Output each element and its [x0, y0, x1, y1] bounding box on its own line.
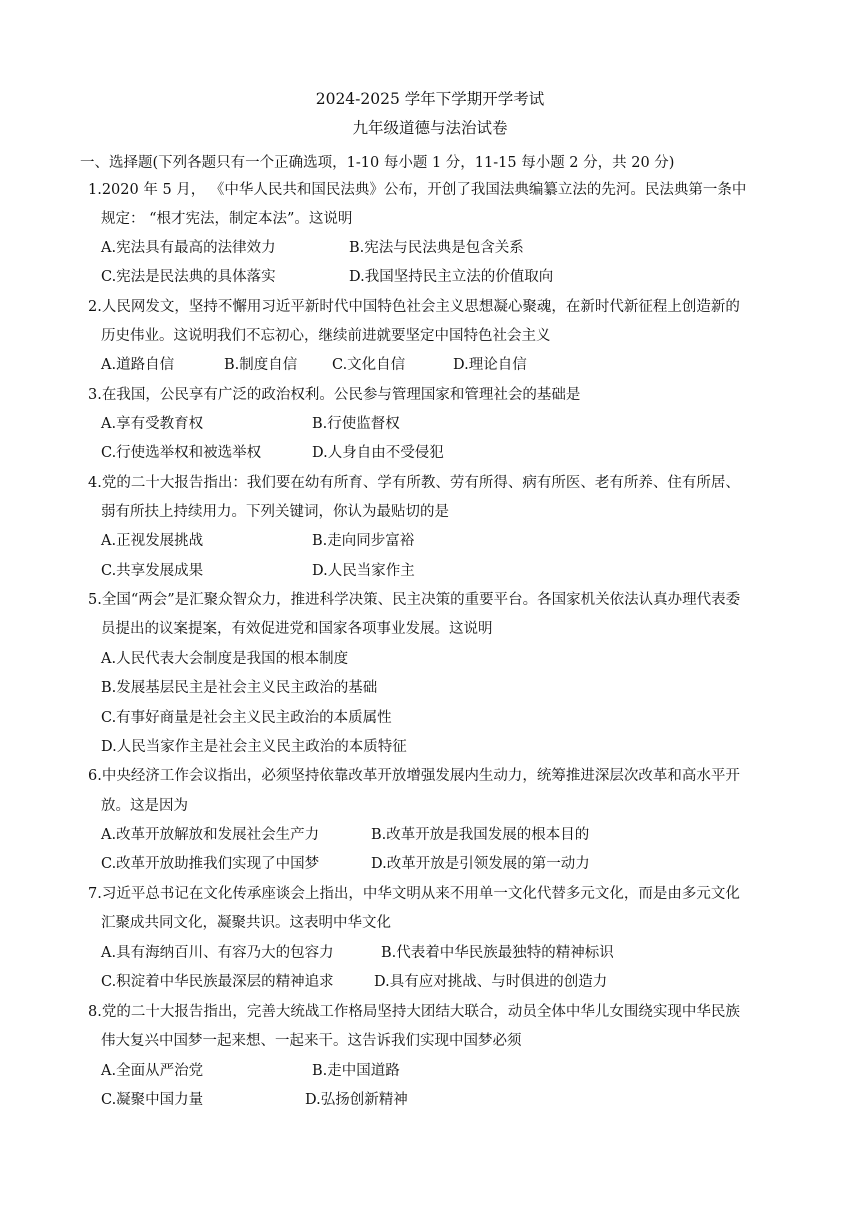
question-3-option-c: C.行使选举权和被选举权 — [101, 445, 262, 461]
question-1-option-a: A.宪法具有最高的法律效力 — [101, 240, 276, 256]
question-1-stem-line-2: 规定： “根才宪法，制定本法”。这说明 — [101, 211, 353, 227]
question-6-option-c: C.改革开放助推我们实现了中国梦 — [101, 856, 320, 872]
question-4-stem-line-1: 4.党的二十大报告指出：我们要在幼有所育、学有所教、劳有所得、病有所医、老有所养、住有所居、 — [88, 475, 740, 491]
question-1-option-d: D.我国坚持民主立法的价值取向 — [349, 269, 554, 285]
exam-subtitle: 九年级道德与法治试卷 — [352, 119, 508, 137]
question-4-stem-line-2: 弱有所扶上持续用力。下列关键词，你认为最贴切的是 — [101, 504, 449, 520]
question-6-stem-line-1: 6.中央经济工作会议指出，必须坚持依靠改革开放增强发展内生动力，统筹推进深层次改革和高水平开 — [88, 768, 740, 784]
question-6-option-d: D.改革开放是引领发展的第一动力 — [371, 856, 590, 872]
question-8-stem-line-1: 8.党的二十大报告指出，完善大统战工作格局坚持大团结大联合，动员全体中华儿女围绕实现中华民族 — [88, 1004, 740, 1020]
question-1-stem-line-1: 1.2020 年 5 月， 《中华人民共和国民法典》公布，开创了我国法典编纂立法的先河。民法典第一条中 — [88, 182, 747, 198]
section-heading: 一、选择题(下列各题只有一个正确选项，1-10 每小题 1 分，11-15 每小题 2 分，共 20 分) — [80, 155, 675, 171]
question-8-option-a: A.全面从严治党 — [101, 1063, 204, 1079]
question-5-option-b: B.发展基层民主是社会主义民主政治的基础 — [101, 680, 378, 696]
question-7-option-a: A.具有海纳百川、有容乃大的包容力 — [101, 945, 334, 961]
question-2-stem-line-2: 历史伟业。这说明我们不忘初心，继续前进就要坚定中国特色社会主义 — [101, 328, 551, 344]
exam-title: 2024-2025 学年下学期开学考试 — [315, 90, 545, 108]
question-4-option-d: D.人民当家作主 — [312, 563, 415, 579]
question-6-option-a: A.改革开放解放和发展社会生产力 — [101, 827, 320, 843]
question-4-option-c: C.共享发展成果 — [101, 563, 204, 579]
question-8-option-d: D.弘扬创新精神 — [305, 1092, 408, 1108]
question-3-option-d: D.人身自由不受侵犯 — [312, 445, 444, 461]
question-3-stem-line-1: 3.在我国，公民享有广泛的政治权利。公民参与管理国家和管理社会的基础是 — [88, 387, 581, 403]
question-8-stem-line-2: 伟大复兴中国梦一起来想、一起来干。这告诉我们实现中国梦必须 — [101, 1033, 522, 1049]
question-7-option-d: D.具有应对挑战、与时俱进的创造力 — [374, 974, 608, 990]
question-5-option-a: A.人民代表大会制度是我国的根本制度 — [101, 651, 349, 667]
question-6-option-b: B.改革开放是我国发展的根本目的 — [371, 827, 590, 843]
question-7-stem-line-2: 汇聚成共同文化，凝聚共识。这表明中华文化 — [101, 915, 391, 931]
question-7-option-b: B.代表着中华民族最独特的精神标识 — [381, 945, 614, 961]
question-7-stem-line-1: 7.习近平总书记在文化传承座谈会上指出，中华文明从来不用单一文化代替多元文化，而是由多元文化 — [88, 886, 740, 902]
question-3-option-a: A.享有受教育权 — [101, 416, 204, 432]
question-6-stem-line-2: 放。这是因为 — [101, 798, 188, 814]
question-8-option-c: C.凝聚中国力量 — [101, 1092, 204, 1108]
question-4-option-a: A.正视发展挑战 — [101, 533, 204, 549]
question-7-option-c: C.积淀着中华民族最深层的精神追求 — [101, 974, 334, 990]
question-5-stem-line-2: 员提出的议案提案，有效促进党和国家各项事业发展。这说明 — [101, 621, 493, 637]
question-2-option-c: C.文化自信 — [332, 357, 406, 373]
question-2-option-b: B.制度自信 — [224, 357, 298, 373]
question-2-option-a: A.道路自信 — [101, 357, 175, 373]
question-5-option-d: D.人民当家作主是社会主义民主政治的本质特征 — [101, 739, 407, 755]
question-8-option-b: B.走中国道路 — [312, 1063, 400, 1079]
question-1-option-c: C.宪法是民法典的具体落实 — [101, 269, 276, 285]
question-5-option-c: C.有事好商量是社会主义民主政治的本质属性 — [101, 710, 392, 726]
question-1-option-b: B.宪法与民法典是包含关系 — [349, 240, 524, 256]
question-3-option-b: B.行使监督权 — [312, 416, 400, 432]
question-5-stem-line-1: 5.全国“两会”是汇聚众智众力，推进科学决策、民主决策的重要平台。各国家机关依法认真办理代表委 — [88, 592, 741, 608]
question-2-stem-line-1: 2.人民网发文，坚持不懈用习近平新时代中国特色社会主义思想凝心聚魂，在新时代新征程上创造新的 — [88, 299, 740, 315]
question-4-option-b: B.走向同步富裕 — [312, 533, 415, 549]
question-2-option-d: D.理论自信 — [453, 357, 527, 373]
